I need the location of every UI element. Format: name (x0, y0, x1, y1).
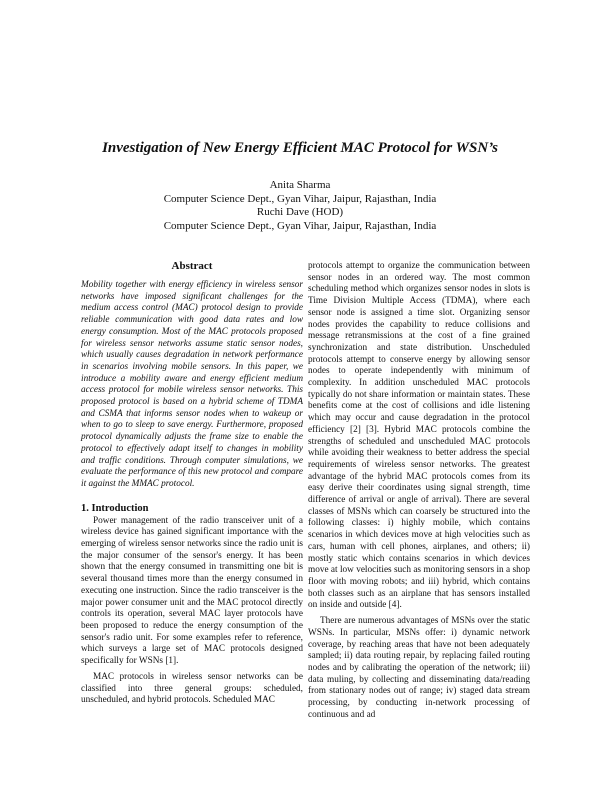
left-column (81, 260, 303, 707)
abstract-heading: Abstract (171, 260, 213, 272)
intro-paragraph-1: Power management of the radio transceiver unit of a wireless device has gained significant importance with the emerging of wireless sensor networks since the radio unit is the major consumer of the sensor's energy. It has been shown that the energy consumed in transmitting one bit is several thousand times more than the energy consumed in executing one instruction. Since the radio transceiver is the major power consumer unit and the MAC protocol directly controls its operation, several MAC layer protocols have been proposed to reduce the energy consumption of the sensor's radio unit. For some examples refer to reference, which surveys a large set of MAC protocols designed specifically for WSNs [1]. (81, 515, 303, 667)
author-affiliation-2: Computer Science Dept., Gyan Vihar, Jaipur, Rajasthan, India (163, 219, 437, 232)
introduction-heading: 1. Introduction (81, 502, 149, 514)
author-name-2: Ruchi Dave (HOD) (256, 206, 344, 219)
paper-title: Investigation of New Energy Efficient MAC Protocol for WSN’s (102, 140, 498, 156)
abstract-text: Mobility together with energy efficiency in wireless sensor networks have imposed significant challenges for the medium access control (MAC) protocol design to provide reliable communication with good data rates and low energy consumption. Most of the MAC protocols proposed for wireless sensor networks assume static sensor nodes, which usually causes degradation in network performance in scenarios involving mobile sensors. In this paper, we introduce a mobility aware and energy efficient medium access protocol for mobile wireless sensor networks. This proposed protocol is based on a hybrid scheme of TDMA and CSMA that informs sensor nodes when to wakeup or when to go to sleep to save energy. Furthermore, proposed protocol dynamically adjusts the frame size to enable the protocol to effectively adapt itself to changes in mobility and traffic conditions. Through computer simulations, we evaluate the performance of this new protocol and compare it against the MMAC protocol. (81, 280, 303, 489)
body-paragraph-msn-advantages: There are numerous advantages of MSNs over the static WSNs. In particular, MSNs offer: i) dynamic network coverage, by reaching areas that have not been adequately sampled; ii) data routing repair, by replacing failed routing nodes and by calibrating the operation of the network; iii) data muling, by collecting and disseminating data/reading from stationary nodes out of range; iv) staged data stream processing, by conducting in-network processing of continuous and ad (308, 616, 530, 720)
body-paragraph-continued: protocols attempt to organize the communication between sensor nodes in an ordered way. The most common scheduling method which organizes sensor nodes in slots is Time Division Multiple Access (TDMA), where each sensor node is assigned a time slot. Organizing sensor nodes provides the capability to reduce collisions and message retransmissions at the cost of a fine grained synchronization and state distribution. Unscheduled protocols attempt to conserve energy by allowing sensor nodes to operate independently with minimum of complexity. In addition unscheduled MAC protocols typically do not share information or maintain states. These benefits come at the cost of collisions and idle listening which may occur and cause degradation in the protocol efficiency [2] [3]. Hybrid MAC protocols combine the strengths of scheduled and unscheduled MAC protocols while avoiding their weakness to better address the special requirements of wireless sensor networks. The greatest advantage of the hybrid MAC protocols comes from its easy derive their coordinates using signal strength, time difference of arrival or angle of arrival). There are several classes of MSNs which can coarsely be structured into the following classes: i) highly mobile, which contains scenarios in which devices move at high velocities such as cars, human with cell phones, airplanes, and others; ii) mostly static which contains scenarios in which devices move at low velocities such as monitoring sensors in a shop floor with moving robots; and iii) hybrid, which contains both classes such as an airplane that has sensors installed on inside and outside [4]. (308, 261, 530, 611)
right-column (308, 261, 530, 721)
author-name-1: Anita Sharma (269, 179, 331, 191)
intro-paragraph-2: MAC protocols in wireless sensor networks can be classified into three general groups: scheduled, unscheduled, and hybrid protocols. Scheduled MAC (81, 671, 303, 706)
author-affiliation-1: Computer Science Dept., Gyan Vihar, Jaipur, Rajasthan, India (163, 192, 437, 205)
author-block (0, 179, 600, 233)
